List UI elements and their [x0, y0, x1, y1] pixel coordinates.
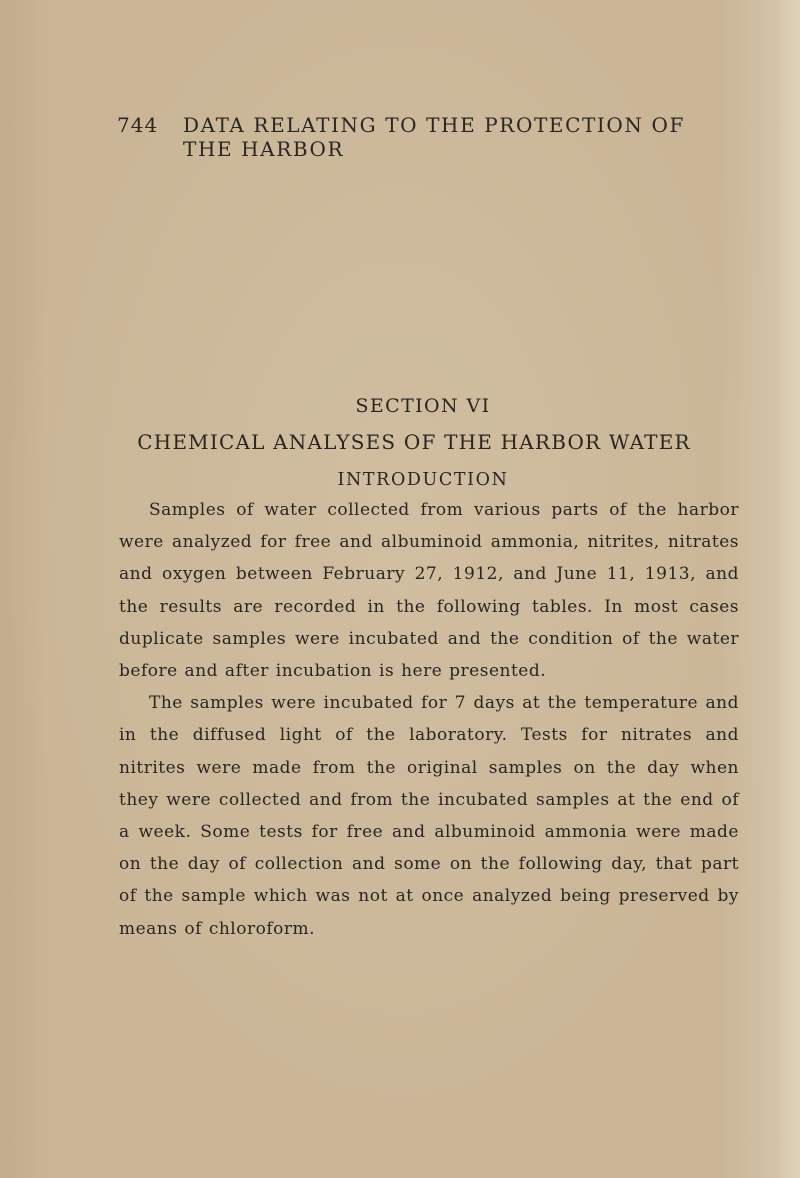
page-number: 744: [117, 113, 159, 137]
running-title: DATA RELATING TO THE PROTECTION OF THE HARBOR: [183, 113, 685, 161]
paragraph: The samples were incubated for 7 days at the temperature and in the diffused light of the laboratory. Tests for nitrates and nitrites were made from the original samples on the day when they were collected and from the incubated samples at the end of a week. Some tests for free and albuminoid ammonia were made on the day of collection and some on the following day, that part of the sample which was not at once analyzed being preserved by means of chloroform.: [119, 693, 739, 939]
body-text: [119, 494, 739, 945]
section-title: CHEMICAL ANALYSES OF THE HARBOR WATER: [137, 430, 691, 454]
paragraph: Samples of water collected from various parts of the harbor were analyzed for free and albuminoid ammonia, nitrites, nitrates and oxygen between February 27, 1912, and June 11, 1913, and the results are recorded in the following tables. In most cases duplicate samples were incubated and the condition of the water before and after incubation is here presented.: [119, 500, 739, 682]
running-header: [117, 113, 687, 161]
subheading: INTRODUCTION: [337, 470, 509, 490]
section-label: SECTION VI: [355, 395, 491, 417]
